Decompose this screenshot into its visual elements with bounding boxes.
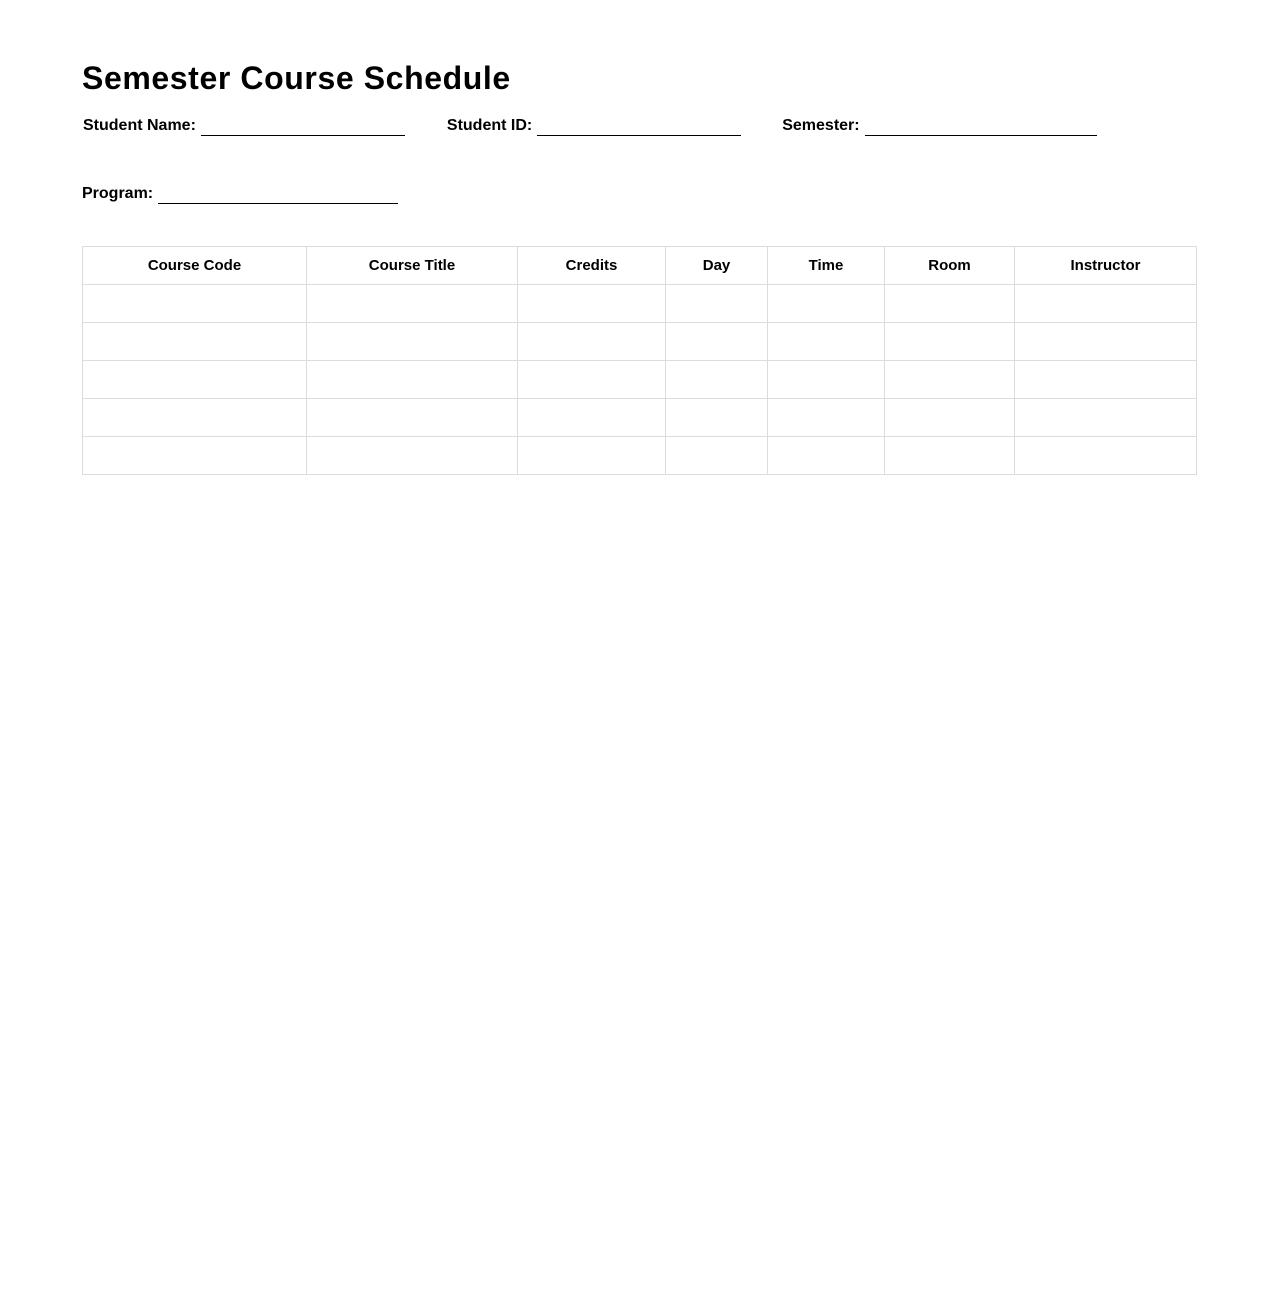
cell-instructor[interactable] [1015, 361, 1197, 399]
semester-input[interactable] [865, 120, 1097, 136]
student-info-row [82, 116, 1196, 136]
cell-instructor[interactable] [1015, 323, 1197, 361]
cell-day[interactable] [666, 361, 768, 399]
cell-instructor[interactable] [1015, 285, 1197, 323]
cell-time[interactable] [768, 285, 885, 323]
cell-course-title[interactable] [307, 399, 518, 437]
cell-instructor[interactable] [1015, 399, 1197, 437]
cell-course-code[interactable] [83, 399, 307, 437]
cell-room[interactable] [885, 361, 1015, 399]
student-id-field [447, 116, 741, 136]
cell-credits[interactable] [518, 399, 666, 437]
student-id-label: Student ID: [446, 117, 533, 134]
header-credits: Credits [518, 247, 666, 285]
cell-course-code[interactable] [83, 361, 307, 399]
cell-room[interactable] [885, 323, 1015, 361]
student-name-input[interactable] [201, 120, 405, 136]
student-name-label: Student Name: [83, 117, 196, 134]
cell-day[interactable] [666, 399, 768, 437]
program-input[interactable] [158, 188, 398, 204]
cell-time[interactable] [768, 437, 885, 475]
student-name-field [83, 116, 405, 136]
schedule-table [82, 246, 1197, 475]
program-label: Program: [82, 185, 154, 202]
cell-time[interactable] [768, 361, 885, 399]
cell-credits[interactable] [518, 285, 666, 323]
cell-course-title[interactable] [307, 285, 518, 323]
header-instructor: Instructor [1015, 247, 1197, 285]
cell-time[interactable] [768, 399, 885, 437]
cell-room[interactable] [885, 399, 1015, 437]
cell-credits[interactable] [518, 323, 666, 361]
table-row [83, 285, 1197, 323]
cell-course-title[interactable] [307, 361, 518, 399]
cell-room[interactable] [885, 437, 1015, 475]
cell-day[interactable] [666, 285, 768, 323]
cell-instructor[interactable] [1015, 437, 1197, 475]
page-title: Semester Course Schedule [82, 60, 511, 96]
header-room: Room [885, 247, 1015, 285]
semester-field [782, 116, 1096, 136]
header-course-code: Course Code [83, 247, 307, 285]
student-id-input[interactable] [537, 120, 741, 136]
cell-credits[interactable] [518, 437, 666, 475]
cell-day[interactable] [666, 323, 768, 361]
cell-room[interactable] [885, 285, 1015, 323]
semester-label: Semester: [782, 117, 860, 134]
course-schedule-form [82, 56, 1196, 475]
cell-course-code[interactable] [83, 323, 307, 361]
cell-day[interactable] [666, 437, 768, 475]
cell-credits[interactable] [518, 361, 666, 399]
header-time: Time [768, 247, 885, 285]
program-field [82, 184, 398, 204]
cell-course-code[interactable] [83, 437, 307, 475]
cell-time[interactable] [768, 323, 885, 361]
header-day: Day [666, 247, 768, 285]
table-row [83, 323, 1197, 361]
table-header-row [83, 247, 1197, 285]
table-row [83, 437, 1197, 475]
header-course-title: Course Title [307, 247, 518, 285]
program-info-row [82, 184, 1196, 204]
cell-course-code[interactable] [83, 285, 307, 323]
cell-course-title[interactable] [307, 323, 518, 361]
table-row [83, 361, 1197, 399]
table-row [83, 399, 1197, 437]
cell-course-title[interactable] [307, 437, 518, 475]
